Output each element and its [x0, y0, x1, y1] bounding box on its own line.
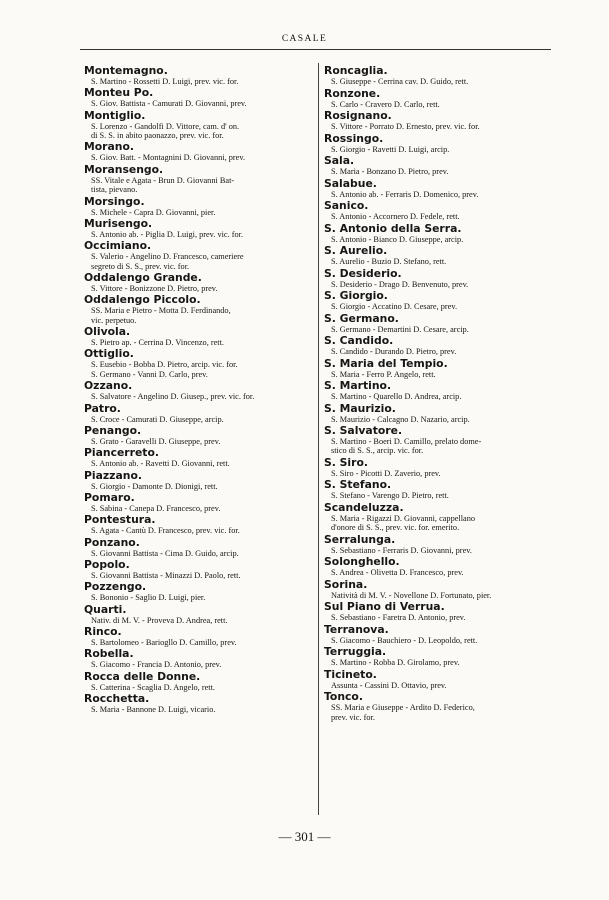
- parish-detail: S. Martino - Robba D. Girolamo, prev.: [331, 658, 460, 668]
- column-divider: [318, 63, 319, 815]
- parish-detail: S. Maria - Ferro P. Angelo, rett.: [331, 369, 436, 379]
- parish-detail: S. Pietro ap. - Cerrina D. Vincenzo, rett.: [91, 338, 224, 348]
- list-item: [324, 623, 552, 646]
- parish-name: Patro.: [84, 401, 121, 415]
- parish-name: Popolo.: [84, 557, 130, 571]
- list-item: [324, 222, 552, 245]
- list-item: [84, 513, 314, 535]
- parish-detail: S. Giacomo - Francia D. Antonio, prev.: [91, 660, 222, 670]
- parish-detail: S. Carlo - Cravero D. Carlo, rett.: [331, 99, 440, 109]
- parish-detail: SS. Maria e Giuseppe - Ardito D. Federico, prev. vic. for.: [331, 703, 475, 722]
- list-item: [84, 163, 314, 195]
- parish-detail: S. Giovanni Battista - Cima D. Guido, arcip.: [91, 548, 239, 558]
- list-item: [324, 132, 552, 155]
- parish-name: S. Antonio della Serra.: [324, 221, 462, 235]
- page-number: — 301 —: [278, 829, 331, 844]
- parish-name: S. Candido.: [324, 334, 394, 347]
- list-item: [84, 347, 314, 379]
- list-item: [84, 140, 314, 162]
- list-item: [84, 625, 314, 647]
- parish-name: Montemagno.: [84, 64, 168, 77]
- parish-detail: S. Martino - Boeri D. Camillo, prelato dome- stico di S. S., arcip. vic. for.: [331, 437, 482, 456]
- list-item: [324, 478, 552, 501]
- parish-name: Sala.: [324, 154, 355, 167]
- parish-name: S. Salvatore.: [324, 424, 403, 437]
- parish-name: Rinco.: [84, 624, 122, 638]
- parish-name: Robella.: [84, 647, 134, 661]
- list-item: [84, 195, 314, 217]
- parish-detail: S. Maria - Rigazzi D. Giovanni, cappellano d'onore di S. S., prev. vic. for. emerito.: [331, 513, 476, 533]
- parish-name: Roncaglia.: [324, 64, 388, 77]
- parish-name: S. Desiderio.: [324, 266, 402, 280]
- parish-detail: S. Giov. Battista - Camurati D. Giovanni, prev.: [91, 99, 247, 109]
- parish-detail: SS. Maria e Pietro - Motta D. Ferdinando, vic. perpetuo.: [91, 306, 231, 325]
- list-item: [84, 446, 314, 468]
- parish-name: Olivola.: [84, 325, 131, 339]
- parish-name: Quarti.: [84, 602, 127, 616]
- list-item: [324, 357, 552, 380]
- parish-name: Ozzano.: [84, 379, 133, 393]
- list-item: [324, 645, 552, 668]
- list-item: [324, 312, 552, 335]
- header-rule: [80, 49, 551, 50]
- list-item: [84, 64, 314, 86]
- parish-detail: SS. Vitale e Agata - Brun D. Giovanni Bat- tista, pievano.: [91, 175, 235, 195]
- parish-detail: S. Salvatore - Angelino D. Giusep., prev. vic. for.: [91, 392, 255, 402]
- list-item: [324, 244, 552, 267]
- page-header: CASALE: [281, 34, 328, 44]
- parish-name: Ronzone.: [324, 86, 381, 100]
- parish-name: Murisengo.: [84, 216, 153, 230]
- parish-detail: S. Aurelio - Buzio D. Stefano, rett.: [331, 257, 447, 266]
- parish-detail: S. Grato - Garavelli D. Giuseppe, prev.: [91, 436, 221, 446]
- parish-name: Ottiglio.: [84, 347, 134, 361]
- parish-name: Occimiano.: [84, 239, 152, 253]
- list-item: [84, 692, 314, 714]
- list-item: [84, 469, 314, 491]
- parish-detail: S. Candido - Durando D. Pietro, prev.: [331, 347, 457, 356]
- list-item: [324, 289, 552, 312]
- parish-detail: S. Giorgio - Ravetti D. Luigi, arcip.: [331, 144, 450, 154]
- parish-detail: S. Agata - Cantù D. Francesco, prev. vic. for.: [91, 526, 240, 536]
- list-item: [324, 87, 552, 110]
- list-item: [324, 501, 552, 533]
- list-item: [324, 668, 552, 691]
- parish-detail: S. Vittore - Bonizzone D. Pietro, prev.: [91, 283, 218, 293]
- list-item: [84, 293, 314, 325]
- list-item: [84, 603, 314, 625]
- parish-name: Pomaro.: [84, 490, 135, 504]
- parish-name: Pozzengo.: [84, 580, 147, 594]
- parish-name: S. Martino.: [324, 379, 392, 392]
- list-item: [324, 109, 552, 132]
- list-item: [84, 670, 314, 692]
- parish-name: Sul Piano di Verrua.: [324, 600, 445, 614]
- list-item: [84, 217, 314, 239]
- parish-detail: S. Giacomo - Bauchiero - D. Leopoldo, rett.: [331, 635, 478, 645]
- parish-detail: S. Giorgio - Accatino D. Cesare, prev.: [331, 302, 458, 311]
- list-item: [84, 325, 314, 347]
- list-item: [84, 536, 314, 558]
- parish-name: Piazzano.: [84, 468, 142, 482]
- list-item: [84, 109, 314, 141]
- parish-name: Piancerreto.: [84, 446, 159, 460]
- parish-name: Rocchetta.: [84, 691, 150, 705]
- parish-detail: S. Giov. Batt. - Montagnini D. Giovanni, prev.: [91, 153, 246, 163]
- parish-detail: S. Martino - Quarello D. Andrea, arcip.: [331, 392, 462, 401]
- parish-name: S. Giorgio.: [324, 289, 388, 302]
- list-item: [324, 424, 552, 456]
- parish-name: Oddalengo Piccolo.: [84, 293, 201, 307]
- right-column: [324, 64, 552, 724]
- parish-name: S. Germano.: [324, 311, 399, 325]
- parish-detail: S. Antonio - Bianco D. Giuseppe, arcip.: [331, 234, 464, 244]
- list-item: [84, 271, 314, 293]
- list-item: [324, 402, 552, 425]
- parish-detail: S. Michele - Capra D. Giovanni, pier.: [91, 207, 216, 217]
- parish-detail: S. Sebastiano - Faretra D. Antonio, prev.: [331, 613, 466, 623]
- parish-name: Montiglio.: [84, 108, 146, 122]
- parish-name: Oddalengo Grande.: [84, 270, 202, 284]
- list-item: [324, 199, 552, 222]
- list-item: [324, 578, 552, 601]
- parish-name: Rossingo.: [324, 131, 384, 145]
- list-item: [324, 533, 552, 556]
- parish-name: Morsingo.: [84, 194, 145, 208]
- list-item: [84, 379, 314, 401]
- parish-name: Monteu Po.: [84, 86, 154, 100]
- parish-name: S. Stefano.: [324, 478, 392, 492]
- parish-detail: S. Maria - Bannone D. Luigi, vicario.: [91, 704, 216, 714]
- parish-name: Solonghello.: [324, 555, 400, 569]
- parish-name: S. Siro.: [324, 455, 368, 469]
- parish-detail: S. Vittore - Porrato D. Ernesto, prev. vic. for.: [331, 122, 480, 131]
- parish-name: Penango.: [84, 423, 142, 437]
- list-item: [84, 647, 314, 669]
- parish-name: Sanico.: [324, 199, 369, 212]
- parish-detail: S. Bartolomeo - Bariogllo D. Camillo, prev.: [91, 637, 237, 647]
- parish-name: Rocca delle Donne.: [84, 669, 201, 683]
- parish-detail: S. Siro - Picotti D. Zaverio, prev.: [331, 468, 441, 478]
- parish-name: Tonco.: [324, 690, 363, 704]
- parish-name: S. Aurelio.: [324, 244, 388, 257]
- parish-detail: Natività di M. V. - Novellone D. Fortunato, pier.: [331, 590, 492, 600]
- list-item: [324, 267, 552, 290]
- list-item: [324, 334, 552, 357]
- parish-detail: S. Eusebio - Bobba D. Pietro, arcip. vic. for. S. Germano - Vanni D. Carlo, prev.: [91, 360, 238, 379]
- parish-detail: S. Sebastiano - Ferraris D. Giovanni, prev.: [331, 545, 472, 555]
- list-item: [324, 690, 552, 724]
- parish-name: S. Maria del Tempio.: [324, 356, 448, 370]
- list-item: [84, 580, 314, 602]
- parish-detail: S. Maria - Bonzano D. Pietro, prev.: [331, 167, 449, 176]
- parish-detail: Nativ. di M. V. - Proveva D. Andrea, rett.: [91, 615, 228, 625]
- parish-detail: S. Valerio - Angelino D. Francesco, cameriere segreto di S. S., prev. vic. for.: [91, 252, 244, 271]
- parish-detail: S. Antonio ab. - Piglia D. Luigi, prev. vic. for.: [91, 229, 244, 239]
- left-column: [84, 64, 314, 714]
- list-item: [324, 154, 552, 177]
- parish-detail: S. Stefano - Varengo D. Pietro, rett.: [331, 491, 449, 501]
- parish-detail: Assunta - Cassini D. Ottavio, prev.: [331, 680, 447, 690]
- parish-detail: S. Lorenzo - Gandolfi D. Vittore, cam. d' on. di S. S. in abito paonazzo, prev. vic. for.: [91, 121, 240, 141]
- parish-detail: S. Sabina - Canepa D. Francesco, prev.: [91, 503, 221, 513]
- parish-detail: S. Antonio - Accornero D. Fedele, rett.: [331, 212, 460, 221]
- parish-name: Sorina.: [324, 577, 368, 591]
- parish-detail: S. Maurizio - Calcagno D. Nazario, arcip.: [331, 414, 470, 424]
- list-item: [324, 64, 552, 87]
- parish-detail: S. Antonio ab. - Ferraris D. Domenico, prev.: [331, 189, 479, 199]
- parish-name: Moransengo.: [84, 162, 164, 176]
- parish-detail: S. Andrea - Olivetta D. Francesco, prev.: [331, 568, 464, 578]
- parish-name: Terranova.: [324, 622, 389, 636]
- parish-detail: S. Giuseppe - Cerrina cav. D. Guido, rett.: [331, 77, 469, 86]
- list-item: [84, 402, 314, 424]
- parish-name: Rosignano.: [324, 109, 392, 122]
- parish-name: Pontestura.: [84, 513, 156, 527]
- parish-name: Ticineto.: [324, 667, 377, 681]
- list-item: [324, 379, 552, 402]
- list-item: [84, 491, 314, 513]
- parish-name: Salabue.: [324, 176, 377, 190]
- parish-detail: S. Croce - Camurati D. Giuseppe, arcip.: [91, 414, 224, 424]
- parish-detail: S. Martino - Rossetti D. Luigi, prev. vic. for.: [91, 77, 239, 86]
- list-item: [84, 86, 314, 108]
- parish-name: Serralunga.: [324, 532, 396, 546]
- parish-name: S. Maurizio.: [324, 401, 396, 415]
- parish-detail: S. Germano - Demartini D. Cesare, arcip.: [331, 324, 469, 334]
- list-item: [324, 555, 552, 578]
- parish-name: Scandeluzza.: [324, 500, 404, 514]
- list-item: [84, 558, 314, 580]
- parish-name: Morano.: [84, 140, 134, 154]
- parish-detail: S. Antonio ab. - Ravetti D. Giovanni, rett.: [91, 459, 230, 469]
- list-item: [324, 177, 552, 200]
- list-item: [324, 456, 552, 479]
- list-item: [84, 424, 314, 446]
- parish-name: Terruggia.: [324, 645, 387, 659]
- parish-detail: S. Giorgio - Damonte D. Dionigi, rett.: [91, 481, 218, 491]
- parish-detail: S. Catterina - Scaglia D. Angelo, rett.: [91, 682, 215, 692]
- parish-name: Ponzano.: [84, 535, 140, 549]
- parish-detail: S. Giovanni Battista - Minazzi D. Paolo, rett.: [91, 570, 241, 580]
- parish-detail: S. Bononio - Saglio D. Luigi, pier.: [91, 593, 206, 603]
- list-item: [324, 600, 552, 623]
- list-item: [84, 239, 314, 271]
- parish-detail: S. Desiderio - Drago D. Benvenuto, prev.: [331, 279, 469, 289]
